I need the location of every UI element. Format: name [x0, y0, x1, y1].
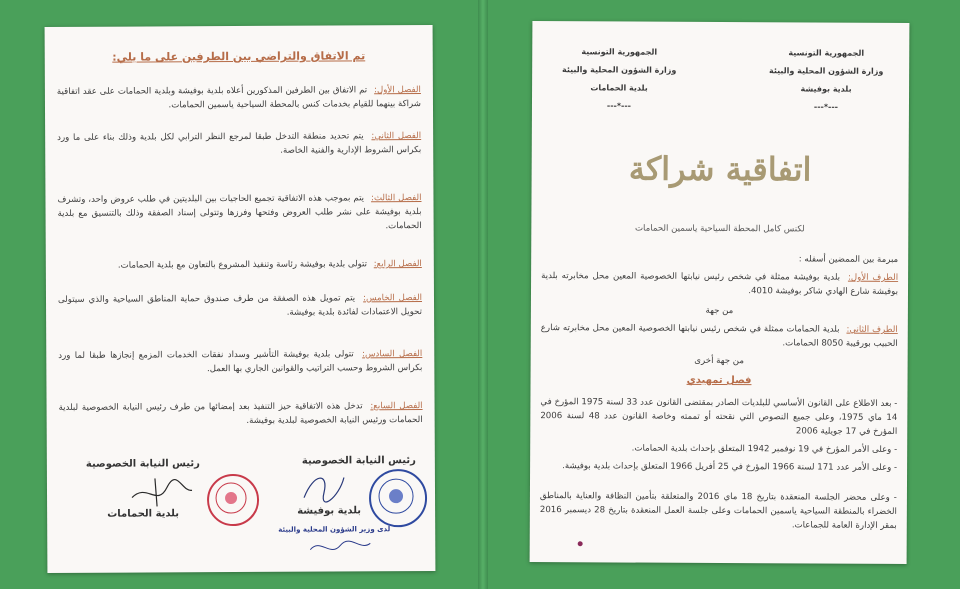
article-3-text: يتم بموجب هذه الاتفاقية تجميع الحاجيات بين البلديتين في طلب عروض واحد، وتشرف بلدية بوفيشة على نشر طلب العروض وفتحها وفرزها وتتولى إسناد الصفقة وذلك بالتنسيق مع بلدية الحمامات.: [57, 193, 422, 232]
folder-crease: [478, 0, 488, 589]
agreement-page-1: [530, 21, 910, 564]
article-4-text: تتولى بلدية بوفيشة رئاسة وتنفيذ المشروع بالتعاون مع بلدية الحمامات.: [117, 259, 368, 271]
article-1-heading: الفصل الأول:: [374, 85, 421, 96]
intro-item-3: - وعلى الأمر عدد 171 لسنة 1966 المؤرخ في 25 أفريل 1966 المتعلق بإحداث بلدية بوفيشة.: [562, 461, 898, 473]
article-7-text: تدخل هذه الاتفاقية حيز التنفيذ بعد إمضائها من طرف رئيس النيابة الخصوصية لبلدية الحمامات ورئيس النيابة الخصوصية لبلدية بوفيشة.: [58, 401, 423, 426]
letterhead-boufiche: [761, 44, 891, 117]
document-title: اتفاقية شراكة: [628, 149, 812, 189]
article-6-heading: الفصل السادس:: [362, 349, 423, 360]
letterhead-municipality: بلدية بوفيشة: [800, 84, 852, 94]
signature-title-hammamet: رئيس النيابة الخصوصية: [85, 458, 200, 470]
party-1-text: بلدية بوفيشة ممثلة في شخص رئيس نيابتها الخصوصية المعين محل مخابرته بلدية بوفيشة شارع الهادي شاكر بوفيشة 4010.: [541, 271, 899, 297]
letterhead-country: الجمهورية التونسية: [581, 47, 658, 57]
agreement-page-2: [45, 25, 436, 573]
article-5: [58, 291, 422, 321]
article-6-text: تتولى بلدية بوفيشة التأشير وسداد نفقات الخدمات المزمع إنجازها طبقا لما ورد بكراس الشروط وحسب التراتيب والقوانين الجاري بها العمل.: [58, 349, 423, 375]
agreement-clauses-title: تم الاتفاق والتراضي بين الطرفين على ما يلي:: [112, 49, 366, 64]
article-5-text: يتم تمويل هذه الصفقة من طرف صندوق حماية المناطق السياحية والذي سيتولى تحويل الاعتمادات لفائدة بلدية بوفيشة.: [57, 293, 423, 318]
party-1-heading: الطرف الأول:: [847, 272, 899, 283]
letterhead-hammamet: [554, 43, 684, 116]
intro-item-4: - وعلى محضر الجلسة المنعقدة بتاريخ 18 ماي 2016 والمتعلقة بتأمين النظافة والعناية بالمناطق الخضراء بالمنطقة السياحية ياسمين الحمامات وعلى جلسة العمل المنعقدة بتاريخ 28 ديسمبر 2016 بمقر الإدارة العامة للجماعات.: [539, 491, 897, 531]
intro-item-2: - وعلى الأمر المؤرخ في 19 نوفمبر 1942 المتعلق بإحداث بلدية الحمامات.: [631, 443, 898, 455]
article-7: [59, 399, 423, 429]
article-1-text: تم الاتفاق بين الطرفين المذكورين أعلاه بلدية بوفيشة وبلدية الحمامات على عقد اتفاقية شراكة بينهما للقيام بخدمات كنس بالمحطة السياحية ياسمين الحمامات.: [56, 85, 422, 111]
signature-name-hammamet: بلدية الحمامات: [107, 508, 180, 520]
party-2: [541, 321, 898, 351]
article-4: [58, 257, 422, 273]
party-1: [541, 269, 898, 299]
from-other-side: من جهة أخرى: [694, 355, 744, 367]
intro-heading-text: فصل تمهيدي: [686, 374, 752, 387]
ministry-endorsement: لدى وزير الشؤون المحلية والبيئة: [278, 525, 391, 534]
signature-name-boufiche: بلدية بوفيشة: [297, 505, 362, 517]
letterhead-separator: ---*---: [813, 102, 839, 112]
article-1: [57, 83, 421, 113]
official-stamp-boufiche: [369, 469, 427, 527]
letterhead-ministry: وزارة الشؤون المحلية والبيئة: [768, 66, 884, 76]
article-5-heading: الفصل الخامس:: [363, 293, 423, 304]
party-2-heading: الطرف الثاني:: [846, 324, 898, 335]
article-2: [57, 129, 421, 159]
introductory-chapter-heading: [541, 373, 898, 389]
article-3: [57, 191, 421, 235]
article-6: [58, 347, 422, 377]
official-stamp-hammamet: [207, 474, 259, 526]
signature-title-boufiche: رئيس النيابة الخصوصية: [301, 455, 416, 467]
signature-scribble-hammamet: [127, 472, 197, 512]
letterhead-country: الجمهورية التونسية: [788, 48, 865, 58]
ministry-signature-scribble: [305, 535, 375, 559]
ink-mark: [578, 541, 583, 546]
signature-scribble-boufiche: [299, 467, 349, 507]
letterhead-ministry: وزارة الشؤون المحلية والبيئة: [561, 65, 677, 75]
article-7-heading: الفصل السابع:: [370, 401, 423, 412]
party-2-text: بلدية الحمامات ممثلة في شخص رئيس نيابتها الخصوصية المعين محل مخابرته شارع الحبيب بورقيبة 8050 الحمامات.: [540, 323, 898, 349]
article-4-heading: الفصل الرابع:: [373, 259, 422, 270]
article-2-text: يتم تحديد منطقة التدخل طبقا لمرجع النظر الترابي لكل بلدية وذلك بناء على ما ورد بكراس الشروط الإدارية والفنية الخاصة.: [57, 131, 422, 156]
letterhead-municipality: بلدية الحمامات: [590, 83, 648, 93]
article-3-heading: الفصل الثالث:: [371, 193, 422, 204]
concluded-between: مبرمة بين الممضين أسفله :: [798, 254, 899, 265]
document-subtitle: لكنس كامل المحطة السياحية ياسمين الحمامات: [634, 223, 805, 235]
article-2-heading: الفصل الثاني:: [371, 131, 422, 142]
letterhead-separator: ---*---: [606, 101, 632, 111]
intro-item-1: - بعد الاطلاع على القانون الأساسي للبلديات الصادر بمقتضى القانون عدد 33 لسنة 1975 المؤرخ في 14 ماي 1975، وعلى جميع النصوص التي نقحته أو تممته وخاصة القانون عدد 48 لسنة 2006 المؤرخ في 17 جويلية 2006: [540, 397, 898, 437]
from-one-side: من جهة: [705, 305, 734, 317]
